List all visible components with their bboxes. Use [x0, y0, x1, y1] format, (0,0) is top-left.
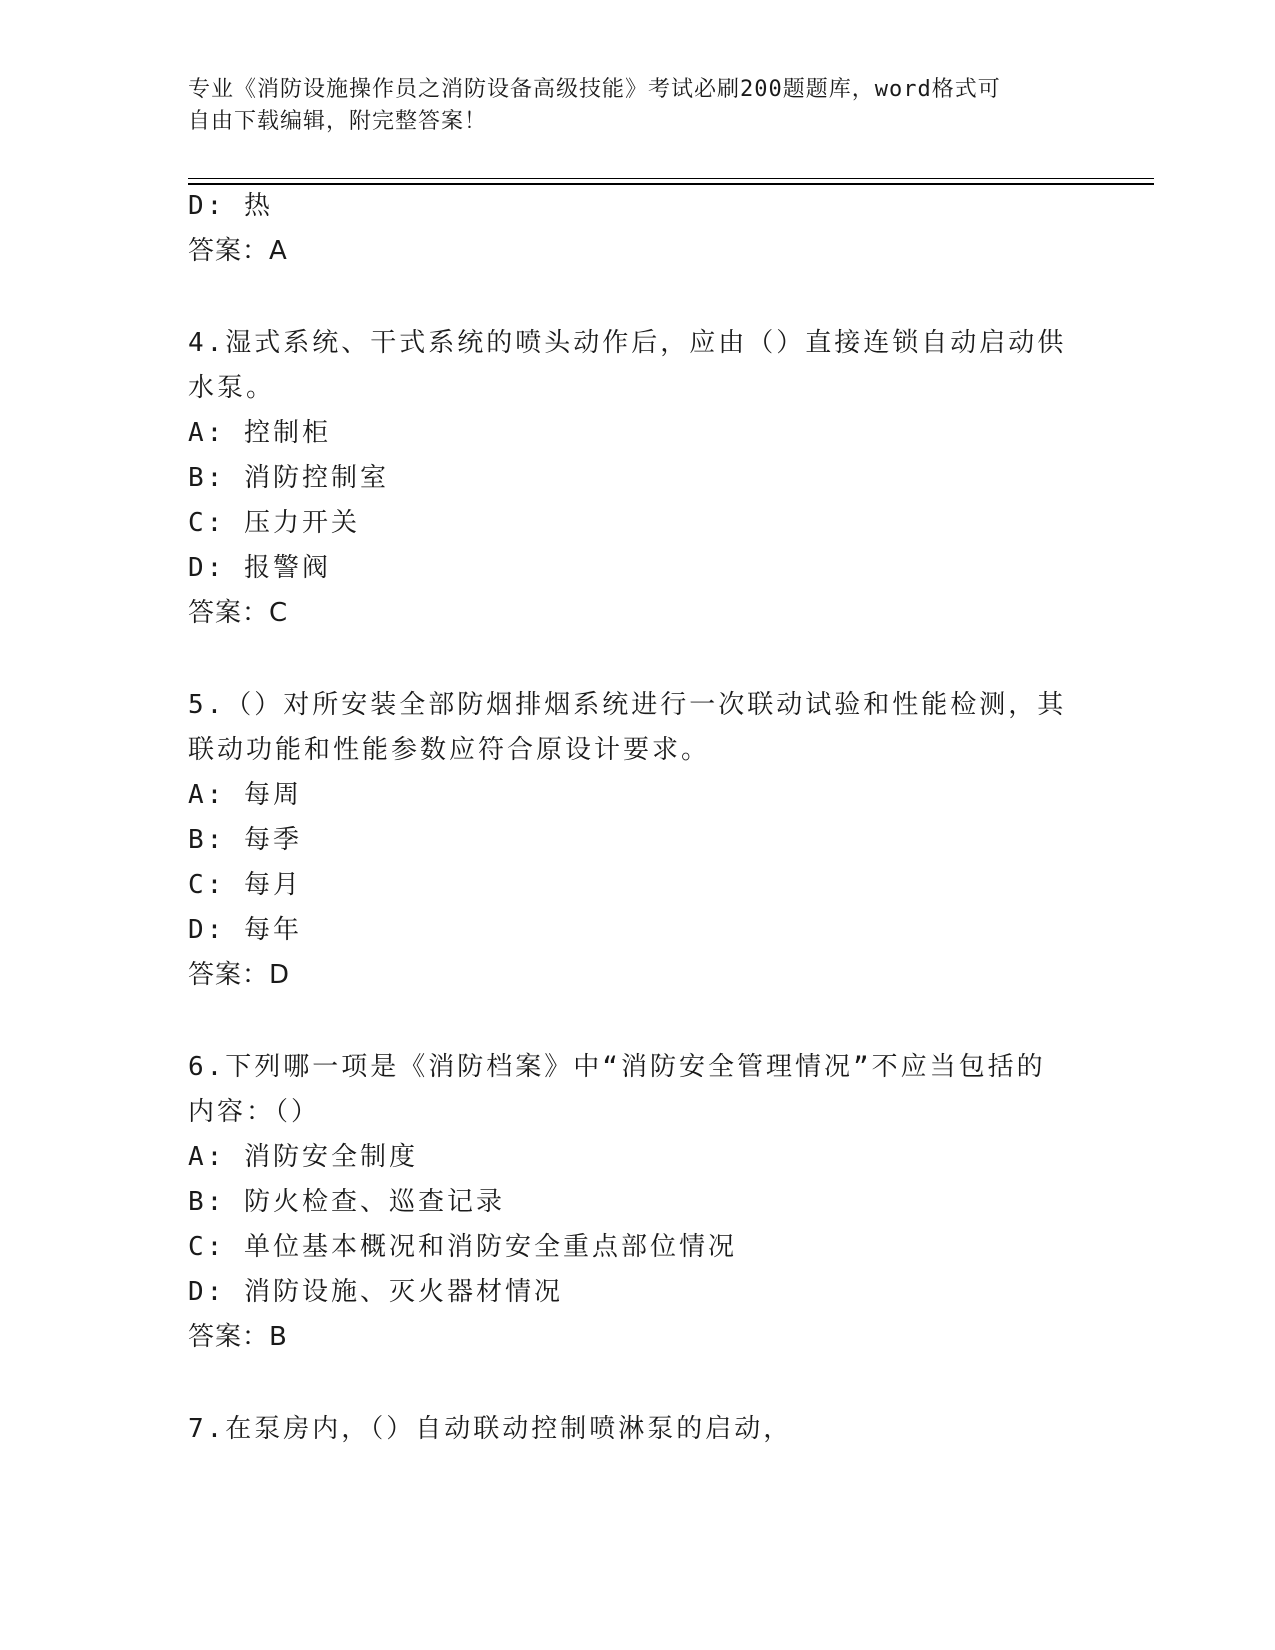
question-4-stem-line-2: 水泵。: [188, 373, 276, 403]
header-line-2: 自由下载编辑，附完整答案！: [188, 109, 488, 134]
question-5-stem-line-1: 5.（）对所安装全部防烟排烟系统进行一次联动试验和性能检测，其: [188, 690, 1067, 720]
option-d: D: 热: [188, 191, 273, 221]
header-divider-thin: [188, 178, 1154, 179]
header-line-1: 专业《消防设施操作员之消防设备高级技能》考试必刷200题题库，word格式可: [188, 77, 1001, 102]
question-6-stem-line-1: 6.下列哪一项是《消防档案》中“消防安全管理情况”不应当包括的: [188, 1052, 1046, 1082]
question-7-stem-line-1: 7.在泵房内，（）自动联动控制喷淋泵的启动，: [188, 1414, 793, 1444]
question-6-option-a: A: 消防安全制度: [188, 1142, 418, 1172]
question-6-option-d: D: 消防设施、灭火器材情况: [188, 1277, 563, 1307]
question-4-option-b: B: 消防控制室: [188, 463, 389, 493]
question-6-stem-line-2: 内容：（）: [188, 1097, 321, 1127]
answer-line: 答案：A: [188, 236, 288, 266]
question-5-option-b: B: 每季: [188, 825, 302, 855]
question-6-option-c: C: 单位基本概况和消防安全重点部位情况: [188, 1232, 737, 1262]
document-header: [188, 74, 1068, 138]
question-5-option-d: D: 每年: [188, 915, 302, 945]
question-4-answer: 答案：C: [188, 598, 289, 628]
question-5-answer: 答案：D: [188, 960, 291, 990]
question-6-answer: 答案：B: [188, 1322, 288, 1352]
question-5-option-a: A: 每周: [188, 780, 302, 810]
question-4-stem-line-1: 4.湿式系统、干式系统的喷头动作后，应由（）直接连锁自动启动供: [188, 328, 1067, 358]
question-5-option-c: C: 每月: [188, 870, 302, 900]
question-5-stem-line-2: 联动功能和性能参数应符合原设计要求。: [188, 735, 711, 765]
question-4-option-d: D: 报警阀: [188, 553, 331, 583]
question-4-option-a: A: 控制柜: [188, 418, 331, 448]
question-4-option-c: C: 压力开关: [188, 508, 360, 538]
question-6-option-b: B: 防火检查、巡查记录: [188, 1187, 505, 1217]
